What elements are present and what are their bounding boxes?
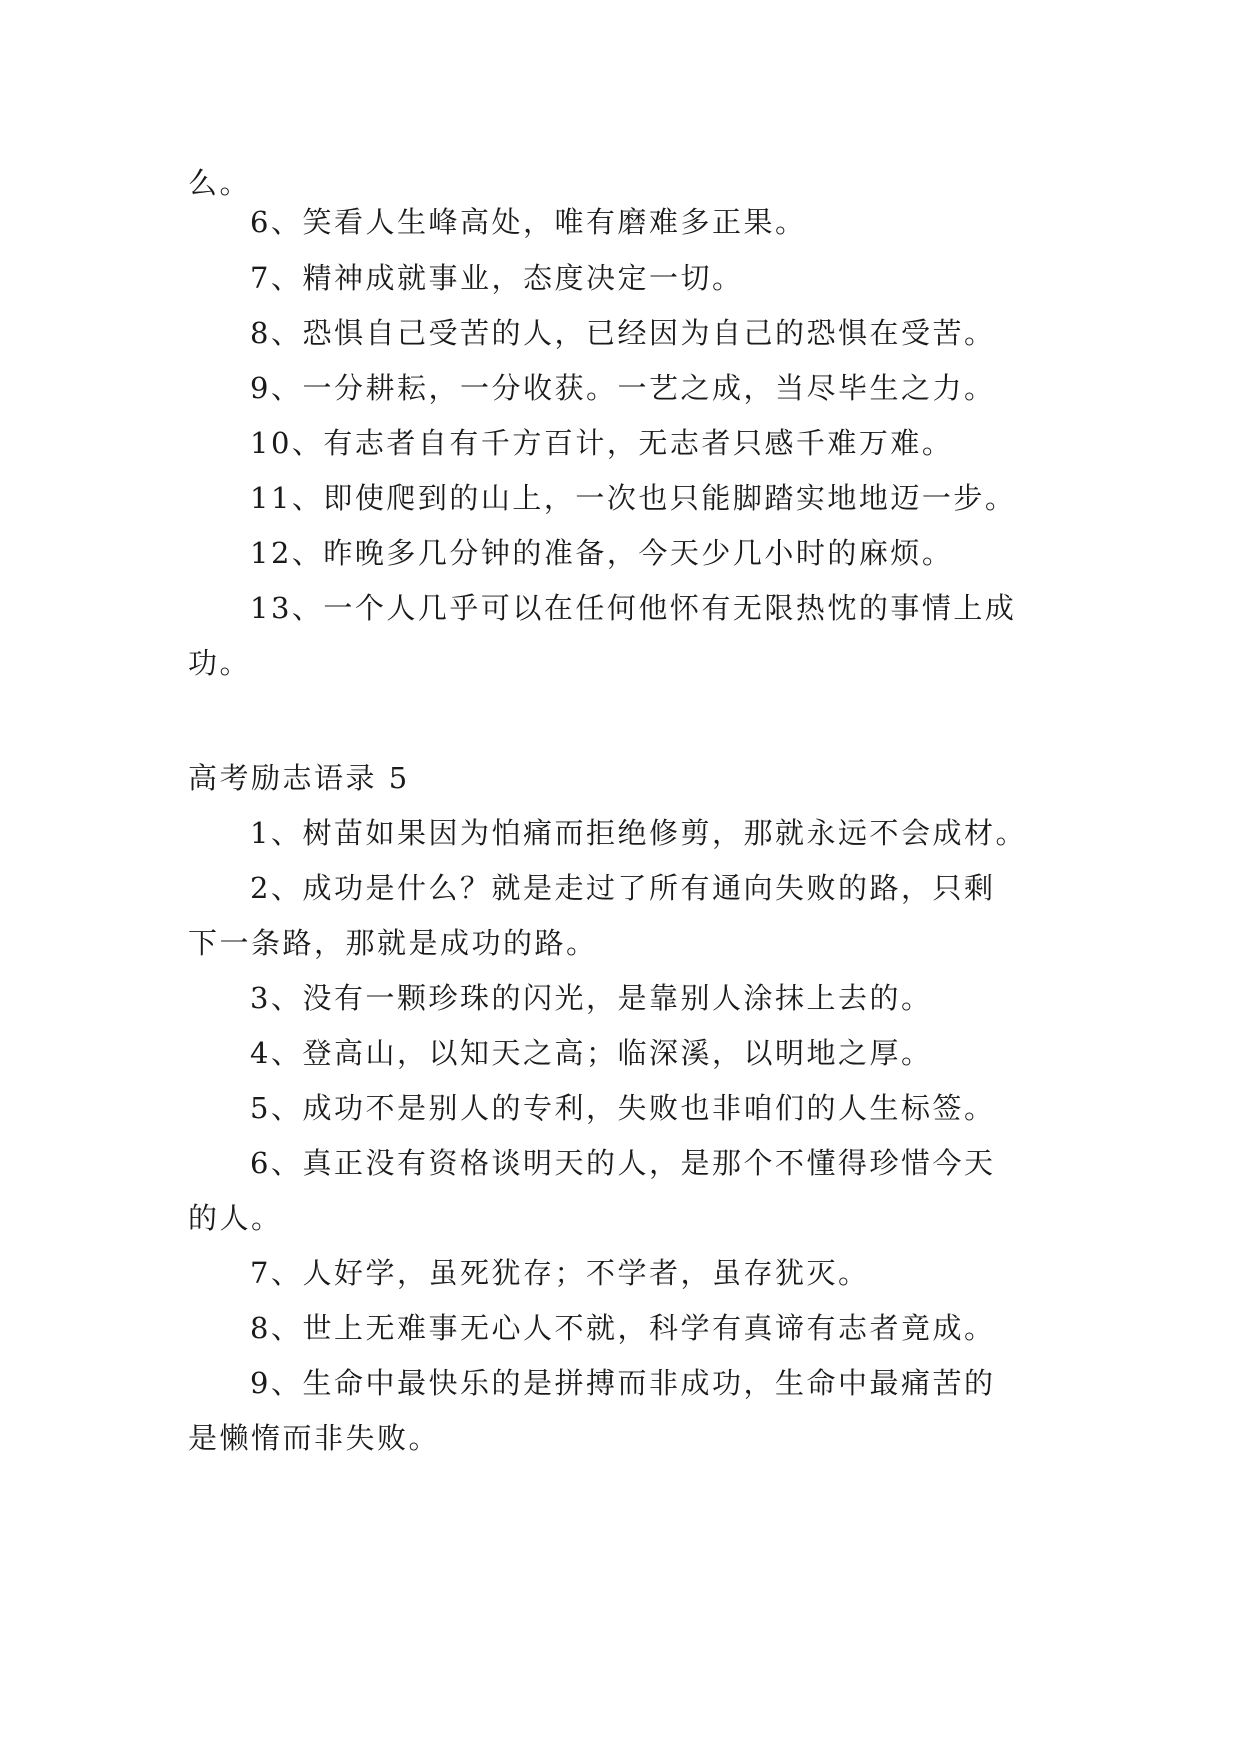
quote-line: 4、登高山，以知天之高；临深溪，以明地之厚。 (250, 1036, 933, 1070)
quote-line: 6、笑看人生峰高处，唯有磨难多正果。 (250, 205, 807, 239)
quote-line: 13、一个人几乎可以在任何他怀有无限热忱的事情上成 (250, 591, 1017, 625)
quote-line: 6、真正没有资格谈明天的人，是那个不懂得珍惜今天 (250, 1146, 996, 1180)
quote-line: 9、一分耕耘，一分收获。一艺之成，当尽毕生之力。 (250, 371, 996, 405)
quote-line: 12、昨晚多几分钟的准备，今天少几小时的麻烦。 (250, 536, 954, 570)
paragraph-line: 功。 (188, 646, 252, 680)
quote-line: 10、有志者自有千方百计，无志者只感千难万难。 (250, 426, 954, 460)
section-title: 高考励志语录 5 (188, 761, 410, 795)
paragraph-line: 是懒惰而非失败。 (188, 1421, 441, 1455)
quote-line: 9、生命中最快乐的是拼搏而非成功，生命中最痛苦的 (250, 1366, 996, 1400)
quote-line: 8、恐惧自己受苦的人，已经因为自己的恐惧在受苦。 (250, 316, 996, 350)
quote-line: 1、树苗如果因为怕痛而拒绝修剪，那就永远不会成材。 (250, 816, 1027, 850)
paragraph-line: 下一条路，那就是成功的路。 (188, 926, 598, 960)
quote-line: 5、成功不是别人的专利，失败也非咱们的人生标签。 (250, 1091, 996, 1125)
paragraph-line: 么。 (188, 166, 252, 200)
quote-line: 7、人好学，虽死犹存；不学者，虽存犹灭。 (250, 1256, 870, 1290)
quote-line: 8、世上无难事无心人不就，科学有真谛有志者竟成。 (250, 1311, 996, 1345)
quote-line: 2、成功是什么？就是走过了所有通向失败的路，只剩 (250, 871, 996, 905)
quote-line: 11、即使爬到的山上，一次也只能脚踏实地地迈一步。 (250, 481, 1017, 515)
quote-line: 3、没有一颗珍珠的闪光，是靠别人涂抹上去的。 (250, 981, 933, 1015)
paragraph-line: 的人。 (188, 1201, 283, 1235)
quote-line: 7、精神成就事业，态度决定一切。 (250, 261, 744, 295)
